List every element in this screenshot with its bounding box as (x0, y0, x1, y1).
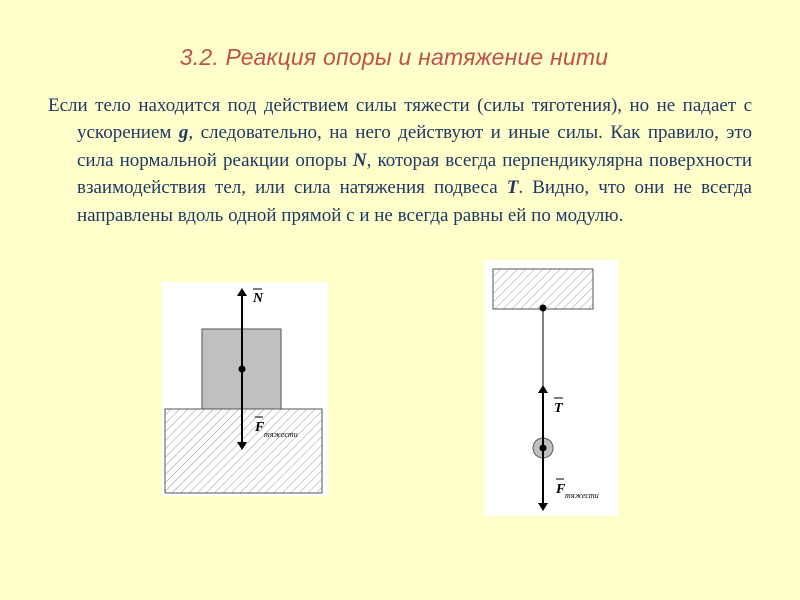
ball-center (540, 445, 547, 452)
label-T: T (554, 401, 563, 416)
support-surface (165, 409, 322, 493)
label-F-right-subscript: тяжести (565, 491, 599, 500)
symbol-g: g (178, 122, 189, 144)
symbol-N: N (352, 149, 367, 171)
paragraph-part-2: , следовательно, на него действуют и иные силы. Как правило, это сила нормальной реакции опоры (77, 122, 752, 171)
paragraph-part-4: . Видно, что они не всегда направлены вдоль одной прямой с и не всегда равны ей по модулю. (77, 177, 752, 226)
paragraph-part-1: Если тело находится под действием силы тяжести (силы тяготения), но не падает с ускорением (48, 95, 752, 144)
label-N: N (253, 291, 264, 306)
support-reaction-figure (162, 282, 328, 496)
label-F: F (255, 420, 265, 435)
thread-diagram (484, 260, 618, 516)
label-F-right: F (556, 482, 566, 497)
symbol-T: T (506, 177, 519, 199)
paragraph-content (48, 92, 752, 229)
slide-title: 3.2. Реакция опоры и натяжение нити (179, 44, 609, 70)
body-paragraph (48, 92, 752, 229)
support-diagram (162, 282, 328, 496)
label-F-subscript: тяжести (264, 430, 298, 439)
thread-tension-figure (484, 260, 618, 516)
ceiling-support (493, 269, 593, 309)
center-of-mass (239, 366, 246, 373)
paragraph-part-3: , которая всегда перпендикулярна поверхности взаимодействия тел, или сила натяжения подвеса (77, 149, 752, 199)
